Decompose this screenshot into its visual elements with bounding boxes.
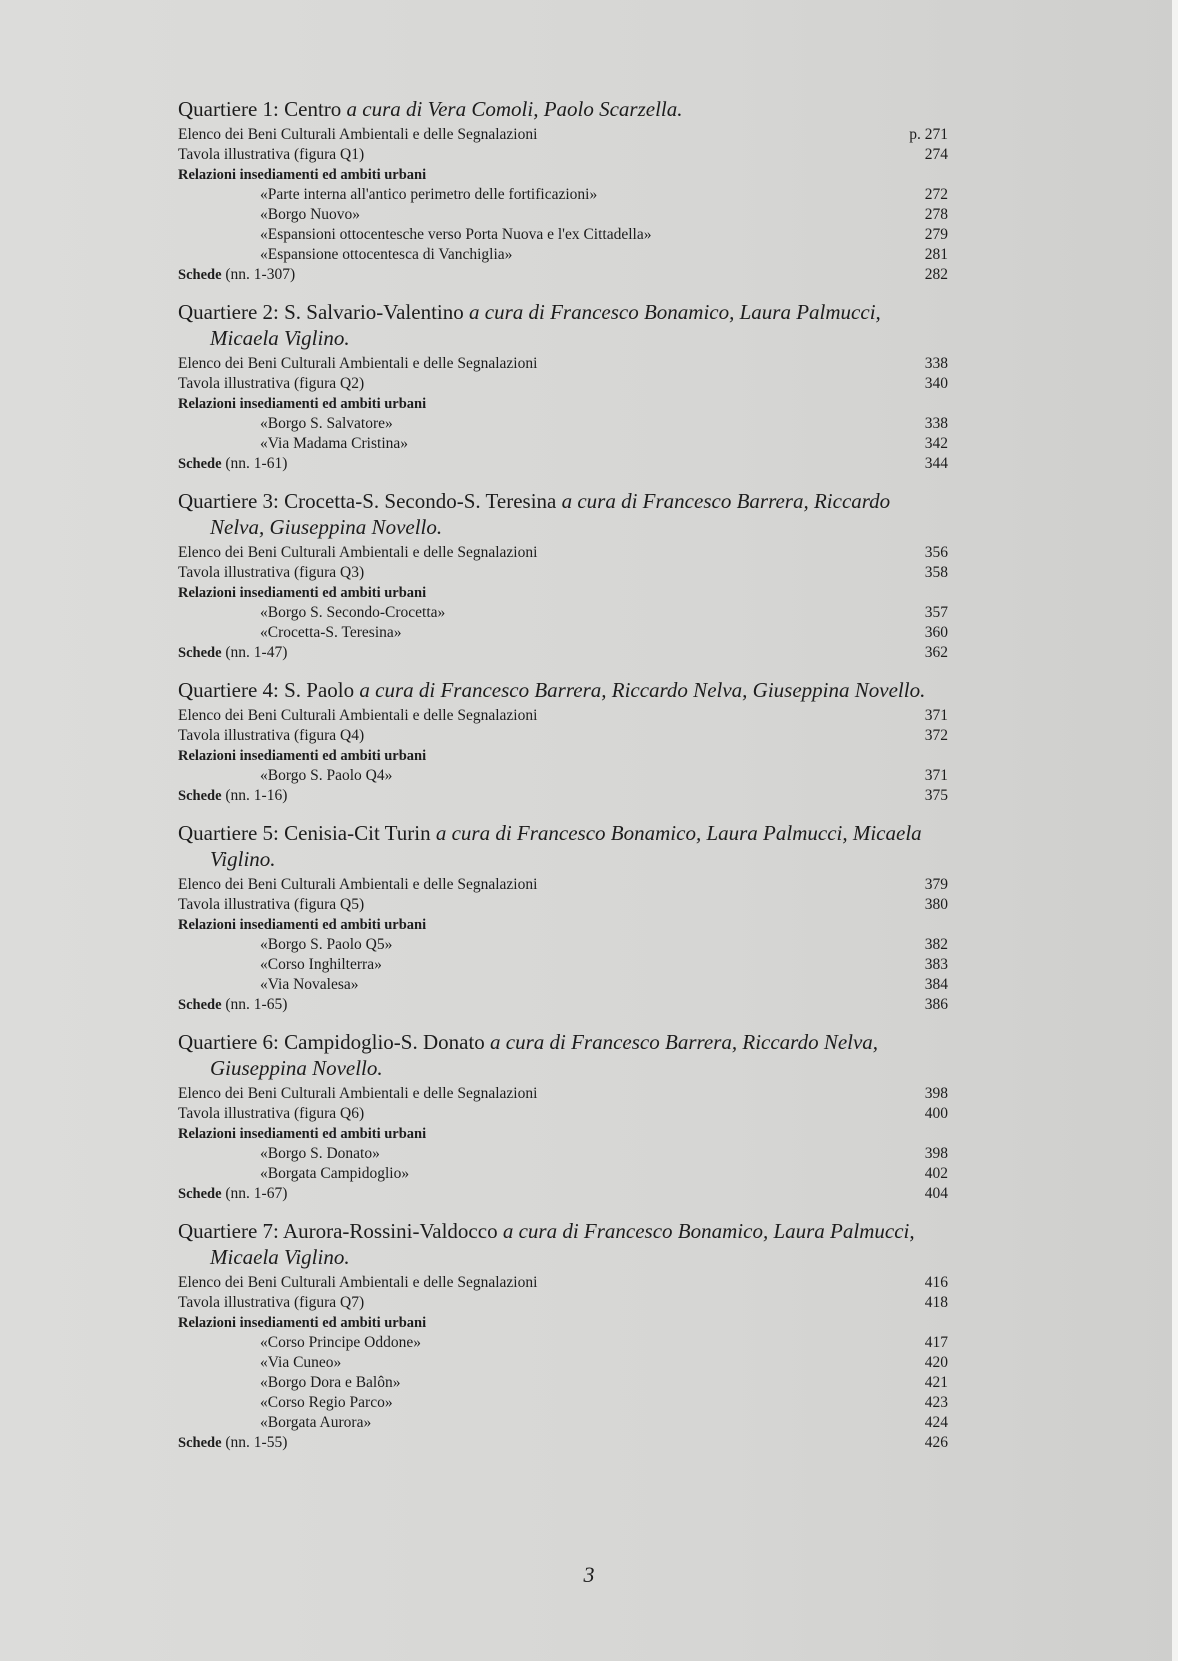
quartiere-name: Quartiere 4: S. Paolo: [178, 678, 355, 702]
quartiere-editors: a cura di Vera Comoli, Paolo Scarzella.: [346, 97, 683, 121]
relazione-entry-page: 402: [924, 1165, 948, 1182]
relazione-entry-page: 342: [924, 435, 948, 452]
tavola-entry-page: 274: [924, 146, 948, 163]
relazione-entry-page: 382: [924, 936, 948, 953]
relazione-entry-page: 424: [924, 1414, 948, 1431]
elenco-entry-label: Elenco dei Beni Culturali Ambientali e delle Segnalazioni: [178, 544, 538, 561]
relazione-entry-label: «Via Madama Cristina»: [260, 435, 409, 452]
tavola-entry-label: Tavola illustrativa (figura Q7): [178, 1294, 365, 1311]
relazione-entry: [178, 1353, 948, 1373]
relazioni-heading-label: Relazioni insediamenti ed ambiti urbani: [178, 1126, 427, 1142]
relazione-entry: [178, 623, 948, 643]
schede-entry-label: Schede (nn. 1-61): [178, 455, 288, 472]
elenco-entry-page: 398: [924, 1085, 948, 1102]
quartiere-section: [178, 677, 948, 806]
relazione-entry-label: «Corso Principe Oddone»: [260, 1334, 422, 1351]
schede-entry-page: 404: [924, 1185, 948, 1202]
relazione-entry: [178, 1393, 948, 1413]
relazione-entry: [178, 766, 948, 786]
schede-entry: [178, 454, 948, 474]
quartiere-editors: a cura di Francesco Bonamico, Laura Palmucci, Micaela Viglino.: [210, 821, 922, 871]
quartiere-section: [178, 96, 948, 285]
tavola-entry-page: 418: [924, 1294, 948, 1311]
relazioni-heading-label: Relazioni insediamenti ed ambiti urbani: [178, 167, 427, 183]
relazione-entry-page: 278: [924, 206, 948, 223]
quartiere-section: [178, 488, 948, 663]
relazione-entry: [178, 975, 948, 995]
elenco-entry-label: Elenco dei Beni Culturali Ambientali e delle Segnalazioni: [178, 876, 538, 893]
relazione-entry: [178, 935, 948, 955]
relazione-entry-page: 384: [924, 976, 948, 993]
relazione-entry-label: «Borgo S. Donato»: [260, 1145, 380, 1162]
relazione-entry: [178, 603, 948, 623]
quartiere-title: [178, 488, 948, 540]
quartiere-name: Quartiere 7: Aurora-Rossini-Valdocco: [178, 1219, 498, 1243]
quartiere-title: [178, 96, 948, 122]
relazione-entry-page: 371: [924, 767, 948, 784]
elenco-entry: [178, 1084, 948, 1104]
quartiere-title: [178, 1218, 948, 1270]
elenco-entry-label: Elenco dei Beni Culturali Ambientali e delle Segnalazioni: [178, 1274, 538, 1291]
tavola-entry-page: 380: [924, 896, 948, 913]
relazione-entry-page: 338: [924, 415, 948, 432]
schede-entry-page: 362: [924, 644, 948, 661]
relazione-entry: [178, 1144, 948, 1164]
relazione-entry-page: 281: [924, 246, 948, 263]
elenco-entry-page: 356: [924, 544, 948, 561]
elenco-entry-page: 371: [924, 707, 948, 724]
schede-entry-label: Schede (nn. 1-67): [178, 1185, 288, 1202]
tavola-entry: [178, 145, 948, 165]
relazione-entry-page: 272: [924, 186, 948, 203]
relazione-entry: [178, 1333, 948, 1353]
relazione-entry-page: 423: [924, 1394, 948, 1411]
schede-entry-page: 426: [924, 1434, 948, 1451]
tavola-entry: [178, 374, 948, 394]
elenco-entry-label: Elenco dei Beni Culturali Ambientali e delle Segnalazioni: [178, 126, 538, 143]
tavola-entry: [178, 726, 948, 746]
tavola-entry-label: Tavola illustrativa (figura Q2): [178, 375, 365, 392]
tavola-entry: [178, 1104, 948, 1124]
schede-entry-label: Schede (nn. 1-16): [178, 787, 288, 804]
relazione-entry: [178, 1164, 948, 1184]
schede-entry: [178, 643, 948, 663]
quartiere-editors: a cura di Francesco Barrera, Riccardo Nelva, Giuseppina Novello.: [210, 1030, 879, 1080]
quartiere-editors: a cura di Francesco Barrera, Riccardo Nelva, Giuseppina Novello.: [210, 489, 891, 539]
schede-entry: [178, 1184, 948, 1204]
relazione-entry-page: 421: [924, 1374, 948, 1391]
relazioni-heading: [178, 1313, 948, 1333]
quartiere-section: [178, 1218, 948, 1453]
tavola-entry-label: Tavola illustrativa (figura Q6): [178, 1105, 365, 1122]
tavola-entry-page: 400: [924, 1105, 948, 1122]
schede-entry-page: 344: [924, 455, 948, 472]
relazioni-heading: [178, 165, 948, 185]
elenco-entry-label: Elenco dei Beni Culturali Ambientali e delle Segnalazioni: [178, 355, 538, 372]
elenco-entry: [178, 875, 948, 895]
relazione-entry-label: «Crocetta-S. Teresina»: [260, 624, 402, 641]
schede-entry-page: 386: [924, 996, 948, 1013]
relazione-entry-page: 357: [924, 604, 948, 621]
tavola-entry-page: 372: [924, 727, 948, 744]
relazione-entry-label: «Via Cuneo»: [260, 1354, 342, 1371]
elenco-entry: [178, 543, 948, 563]
elenco-entry-page: p. 271: [909, 126, 948, 143]
schede-entry-label: Schede (nn. 1-47): [178, 644, 288, 661]
quartiere-title: [178, 677, 948, 703]
relazione-entry-label: «Espansione ottocentesca di Vanchiglia»: [260, 246, 513, 263]
relazioni-heading: [178, 583, 948, 603]
relazione-entry-page: 383: [924, 956, 948, 973]
relazione-entry-page: 398: [924, 1145, 948, 1162]
relazioni-heading: [178, 915, 948, 935]
page-edge: [1172, 0, 1178, 1661]
relazione-entry-label: «Espansioni ottocentesche verso Porta Nuova e l'ex Cittadella»: [260, 226, 652, 243]
schede-entry-label: Schede (nn. 1-55): [178, 1434, 288, 1451]
quartiere-name: Quartiere 5: Cenisia-Cit Turin: [178, 821, 431, 845]
elenco-entry: [178, 1273, 948, 1293]
tavola-entry: [178, 563, 948, 583]
schede-entry-label: Schede (nn. 1-65): [178, 996, 288, 1013]
elenco-entry: [178, 706, 948, 726]
quartiere-section: [178, 299, 948, 474]
schede-entry: [178, 265, 948, 285]
relazione-entry-label: «Borgo S. Secondo-Crocetta»: [260, 604, 446, 621]
relazione-entry: [178, 414, 948, 434]
quartiere-name: Quartiere 2: S. Salvario-Valentino: [178, 300, 464, 324]
quartiere-title: [178, 299, 948, 351]
schede-entry: [178, 786, 948, 806]
table-of-contents: [178, 96, 948, 1467]
elenco-entry: [178, 125, 948, 145]
relazione-entry-label: «Borgo S. Paolo Q4»: [260, 767, 393, 784]
relazione-entry-label: «Borgata Aurora»: [260, 1414, 372, 1431]
relazione-entry-label: «Borgo S. Paolo Q5»: [260, 936, 393, 953]
relazione-entry: [178, 205, 948, 225]
relazione-entry-page: 360: [924, 624, 948, 641]
quartiere-name: Quartiere 3: Crocetta-S. Secondo-S. Teresina: [178, 489, 557, 513]
relazione-entry-page: 417: [924, 1334, 948, 1351]
relazione-entry: [178, 185, 948, 205]
quartiere-title: [178, 820, 948, 872]
elenco-entry-page: 338: [924, 355, 948, 372]
relazione-entry: [178, 1413, 948, 1433]
schede-entry: [178, 995, 948, 1015]
elenco-entry-label: Elenco dei Beni Culturali Ambientali e delle Segnalazioni: [178, 707, 538, 724]
tavola-entry-page: 340: [924, 375, 948, 392]
relazioni-heading-label: Relazioni insediamenti ed ambiti urbani: [178, 585, 427, 601]
quartiere-editors: a cura di Francesco Bonamico, Laura Palmucci, Micaela Viglino.: [210, 300, 881, 350]
tavola-entry-label: Tavola illustrativa (figura Q3): [178, 564, 365, 581]
relazione-entry-label: «Borgo Nuovo»: [260, 206, 361, 223]
quartiere-editors: a cura di Francesco Barrera, Riccardo Nelva, Giuseppina Novello.: [359, 678, 926, 702]
relazioni-heading-label: Relazioni insediamenti ed ambiti urbani: [178, 396, 427, 412]
elenco-entry-page: 379: [924, 876, 948, 893]
relazione-entry-label: «Borgata Campidoglio»: [260, 1165, 410, 1182]
elenco-entry-page: 416: [924, 1274, 948, 1291]
schede-entry: [178, 1433, 948, 1453]
relazione-entry: [178, 1373, 948, 1393]
relazione-entry-label: «Borgo S. Salvatore»: [260, 415, 393, 432]
relazioni-heading: [178, 394, 948, 414]
relazioni-heading: [178, 1124, 948, 1144]
schede-entry-page: 375: [924, 787, 948, 804]
relazione-entry-page: 420: [924, 1354, 948, 1371]
tavola-entry-label: Tavola illustrativa (figura Q4): [178, 727, 365, 744]
quartiere-section: [178, 1029, 948, 1204]
quartiere-title: [178, 1029, 948, 1081]
relazione-entry-label: «Via Novalesa»: [260, 976, 359, 993]
elenco-entry: [178, 354, 948, 374]
tavola-entry-label: Tavola illustrativa (figura Q5): [178, 896, 365, 913]
relazione-entry-label: «Parte interna all'antico perimetro delle fortificazioni»: [260, 186, 598, 203]
relazione-entry: [178, 955, 948, 975]
quartiere-name: Quartiere 6: Campidoglio-S. Donato: [178, 1030, 485, 1054]
relazioni-heading-label: Relazioni insediamenti ed ambiti urbani: [178, 748, 427, 764]
schede-entry-label: Schede (nn. 1-307): [178, 266, 296, 283]
quartiere-section: [178, 820, 948, 1015]
tavola-entry-page: 358: [924, 564, 948, 581]
relazione-entry-label: «Corso Regio Parco»: [260, 1394, 393, 1411]
relazioni-heading: [178, 746, 948, 766]
relazione-entry-label: «Borgo Dora e Balôn»: [260, 1374, 401, 1391]
elenco-entry-label: Elenco dei Beni Culturali Ambientali e delle Segnalazioni: [178, 1085, 538, 1102]
quartiere-editors: a cura di Francesco Bonamico, Laura Palmucci, Micaela Viglino.: [210, 1219, 915, 1269]
relazione-entry-label: «Corso Inghilterra»: [260, 956, 382, 973]
relazioni-heading-label: Relazioni insediamenti ed ambiti urbani: [178, 1315, 427, 1331]
tavola-entry: [178, 1293, 948, 1313]
relazioni-heading-label: Relazioni insediamenti ed ambiti urbani: [178, 917, 427, 933]
relazione-entry: [178, 434, 948, 454]
relazione-entry: [178, 245, 948, 265]
tavola-entry-label: Tavola illustrativa (figura Q1): [178, 146, 365, 163]
quartiere-name: Quartiere 1: Centro: [178, 97, 342, 121]
relazione-entry: [178, 225, 948, 245]
tavola-entry: [178, 895, 948, 915]
page-number: 3: [583, 1562, 595, 1587]
schede-entry-page: 282: [924, 266, 948, 283]
relazione-entry-page: 279: [924, 226, 948, 243]
